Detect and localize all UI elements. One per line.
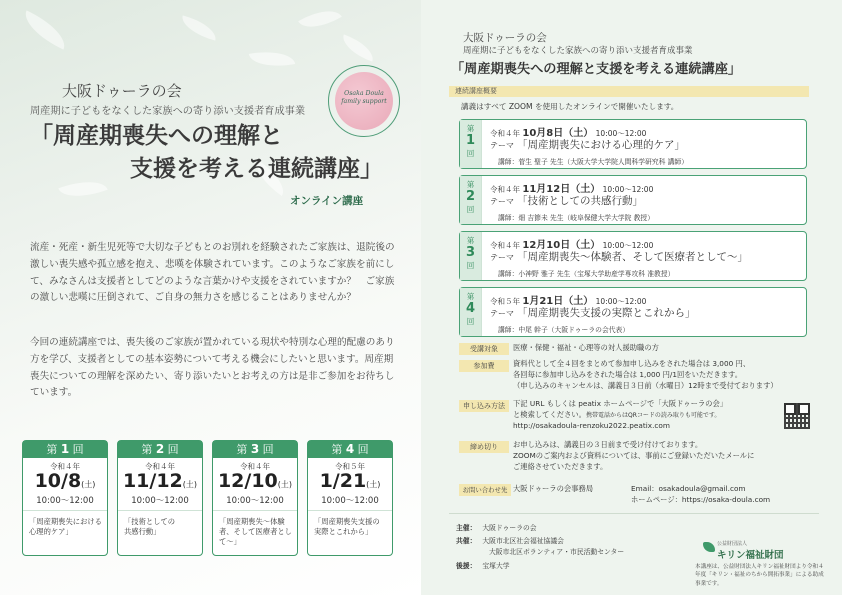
project-subtitle: 周産期に子どもをなくした家族への寄り添い支援者育成事業	[30, 106, 306, 117]
apply-line: 下記 URL もしくは peatix ホームページで「大阪ドゥーラの会」	[513, 399, 728, 408]
overview-label: 連続講座概要	[449, 86, 809, 97]
session-card	[459, 175, 807, 225]
session-date-card	[307, 440, 393, 556]
logo-text-line2: family support	[341, 98, 387, 106]
qr-code[interactable]	[784, 403, 810, 429]
session-date: 令和４年 12月10日（土） 10:00〜12:00	[490, 240, 654, 251]
online-course-label: オンライン講座	[290, 195, 364, 207]
session-time: 10:00〜12:00	[308, 494, 392, 511]
fee-label: 参加費	[459, 360, 509, 372]
co-host-credit: 共催： 大阪市北区社会福祉協議会	[456, 537, 564, 545]
intro-paragraph-1: 流産・死産・新生児死等で大切な子どもとのお別れを経験されたご家族は、退院後の激しい喪失感や孤立感を抱え、悲嘆を体験されています。このようなご家族を前にして、みなさんは支援者としてどのような言葉かけや支援をされていますか？ ご家族の激しい悲嘆に圧倒されて、ご自身の無力さを感じることはありませんか？	[30, 242, 395, 304]
session-date: 10/8(土)	[34, 470, 96, 492]
leaf-decoration	[179, 15, 220, 40]
fee-value	[513, 359, 803, 392]
contact-label: お問い合わせ先	[459, 484, 511, 496]
session-era: 令和４年	[240, 462, 270, 471]
session-number: 第 1 回	[460, 120, 482, 168]
session-date-card	[212, 440, 298, 556]
session-time: 10:00〜12:00	[23, 494, 107, 511]
session-number: 第 4 回	[460, 288, 482, 336]
session-number-header: 第 1 回	[23, 441, 107, 458]
session-date-card	[117, 440, 203, 556]
main-title-line2: 支援を考える連続講座」	[130, 156, 383, 183]
session-card	[459, 231, 807, 281]
session-theme: 「周産期喪失支援の 実際とこれから」	[314, 516, 387, 537]
target-label: 受講対象	[459, 343, 509, 355]
fee-line: 各回毎に参加申し込みをされた場合は 1,000 円/1回をいただきます。	[513, 369, 743, 379]
session-date: 令和５年 1月21日（土） 10:00〜12:00	[490, 296, 647, 307]
overview-intro: 講義はすべて ZOOM を使用したオンラインで開催いたします。	[461, 102, 679, 111]
session-time: 10:00〜12:00	[118, 494, 202, 511]
session-lecturer: 講師：畑 吉節未 先生（岐阜保健大学大学院 教授）	[498, 214, 655, 222]
session-theme: テーマ 「技術としての共感行動」	[490, 195, 643, 207]
flyer-back	[421, 0, 842, 595]
session-era: 令和４年	[145, 462, 175, 471]
contact-info	[631, 484, 811, 506]
session-number-header: 第 3 回	[213, 441, 297, 458]
main-title-line1: 「周産期喪失への理解と	[30, 123, 283, 149]
session-theme: テーマ 「周産期喪失支援の実際とこれから」	[490, 307, 696, 319]
session-theme: 「技術としての 共感行動」	[124, 516, 197, 537]
leaf-decoration	[338, 34, 377, 61]
session-theme: 「周産期喪失における 心理的ケア」	[29, 516, 110, 537]
deadline-line: お申し込みは、講義日の３日前まで受け付けております。	[513, 440, 703, 449]
session-number-header: 第 4 回	[308, 441, 392, 458]
contact-org: 大阪ドゥーラの会事務局	[513, 484, 594, 493]
target-value: 医療・保健・福祉・心理等の対人援助職の方	[513, 343, 659, 352]
kirin-logo-icon	[703, 542, 715, 552]
deadline-label: 締め切り	[459, 441, 509, 453]
session-theme: テーマ 「周産期喪失〜体験者、そして医療者として〜」	[490, 251, 748, 263]
session-era: 令和４年	[50, 462, 80, 471]
leaf-decoration	[298, 1, 342, 37]
logo-text	[335, 90, 393, 106]
course-title: 「周産期喪失への理解と支援を考える連続講座」	[451, 62, 742, 77]
organization-name: 大阪ドゥーラの会	[62, 82, 182, 100]
co-host-credit-2: 大阪市北区ボランティア・市民活動センター	[489, 548, 625, 556]
deadline-line: ご連絡させていただきます。	[513, 461, 608, 471]
grant-note: 本講座は、公益財団法人キリン福祉財団より令和４年度「キリン・福祉のちから開拓事業」による助成事業です。	[695, 564, 824, 587]
intro-paragraph-2: 今回の連続講座では、喪失後のご家族が置かれている現状や特別な心理的配慮のあり方を学び、支援者としての基本姿勢について考える機会にしたいと思います。周産期喪失についての理解を深めたい、寄り添いたいとお考えの方は是非ご参加をお待ちしています。	[30, 337, 395, 399]
session-lecturer: 講師：小神野 雅子 先生（宝塚大学助産学専攻科 准教授）	[498, 270, 675, 278]
session-number-header: 第 2 回	[118, 441, 202, 458]
apply-value	[513, 399, 778, 432]
leaf-decoration	[249, 46, 295, 71]
organization-name: 大阪ドゥーラの会	[463, 32, 547, 44]
session-lecturer: 講師：中尾 幹子（大阪ドゥーラの会代表）	[498, 326, 630, 334]
session-date-card	[22, 440, 108, 556]
leaf-decoration	[18, 10, 72, 49]
session-lecturer: 講師：菅生 聖子 先生（大阪大学大学院人間科学研究科 講師）	[498, 158, 688, 166]
session-date: 令和４年 10月8日（土） 10:00〜12:00	[490, 128, 647, 139]
deadline-line: ZOOMのご案内および資料については、事前にご登録いただいたメールに	[513, 450, 755, 460]
session-time: 10:00〜12:00	[213, 494, 297, 511]
session-card	[459, 119, 807, 169]
fee-line: （申し込みのキャンセルは、講義日３日前（水曜日）12時まで受付ております）	[513, 380, 778, 390]
apply-url-link[interactable]: http://osakadoula-renzoku2022.peatix.com	[513, 420, 670, 430]
logo-text-line1: Osaka Doula	[344, 90, 384, 97]
support-credit: 後援： 宝塚大学	[456, 562, 510, 570]
session-card	[459, 287, 807, 337]
session-date: 令和４年 11月12日（土） 10:00〜12:00	[490, 184, 654, 195]
host-credit: 主催： 大阪ドゥーラの会	[456, 524, 537, 532]
session-date: 1/21(土)	[319, 470, 381, 492]
contact-email[interactable]: Email：osakadoula@gmail.com	[631, 484, 746, 493]
kirin-foundation-logo: 公益財団法人 キリン福祉財団	[717, 541, 784, 561]
deadline-value	[513, 440, 803, 473]
session-theme: テーマ 「周産期喪失における心理的ケア」	[490, 139, 685, 151]
session-theme: 「周産期喪失〜体験者、そして医療者として〜」	[219, 516, 292, 547]
project-subtitle: 周産期に子どもをなくした家族への寄り添い支援者育成事業	[463, 46, 693, 56]
session-date: 11/12(土)	[122, 470, 198, 492]
fee-line: 資料代として全４回をまとめて参加申し込みをされた場合は 3,000 円、	[513, 359, 751, 368]
apply-label: 申し込み方法	[459, 400, 509, 412]
footer-divider	[449, 513, 819, 514]
session-era: 令和５年	[335, 462, 365, 471]
session-number: 第 2 回	[460, 176, 482, 224]
session-number: 第 3 回	[460, 232, 482, 280]
contact-website[interactable]: ホームページ：https://osaka-doula.com	[631, 494, 771, 504]
apply-line: と検索してください。携帯電話からはQRコードの読み取りも可能です。	[513, 409, 721, 419]
session-date: 12/10(土)	[217, 470, 293, 492]
